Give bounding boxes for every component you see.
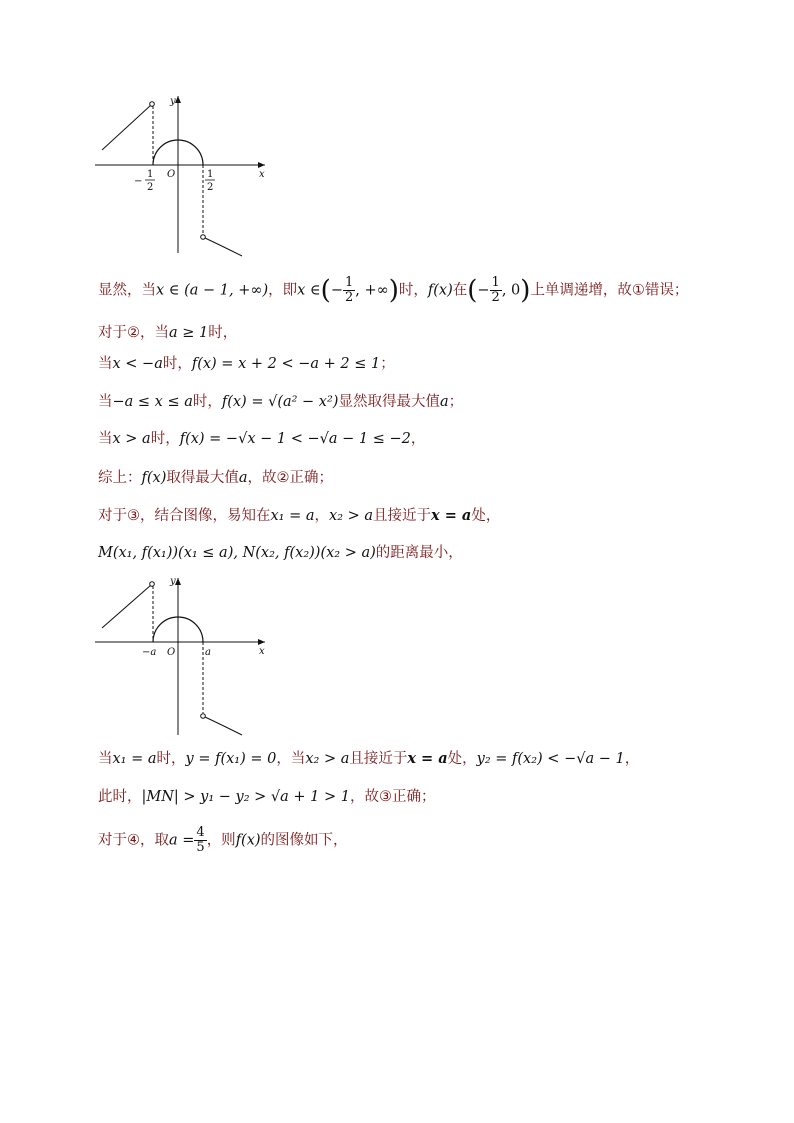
text: 且接近于	[373, 508, 432, 524]
math: f(x)	[141, 470, 167, 486]
math: , 0	[501, 282, 521, 299]
text: 取得最大值	[166, 470, 239, 486]
text: 处，	[447, 751, 477, 767]
text: 的距离最小，	[375, 545, 463, 561]
x-axis-label: x	[259, 646, 265, 657]
text: 对于③，结合图像，易知在	[98, 508, 271, 524]
math: x = a	[407, 750, 448, 767]
math: a =	[169, 832, 195, 849]
text: 时，	[156, 751, 186, 767]
math: f(x) = x + 2 < −a + 2 ≤ 1	[191, 356, 381, 372]
math: x > a	[112, 431, 151, 447]
math: y₂ = f(x₂) < −√a − 1	[476, 751, 625, 767]
math: −	[477, 282, 490, 299]
y-axis-label: y	[170, 96, 176, 107]
text: 处，	[471, 508, 501, 524]
math: f(x)	[235, 832, 261, 849]
function-graph-2	[90, 572, 280, 742]
math: a ≥ 1	[169, 325, 209, 341]
math: f(x)	[427, 282, 453, 299]
math: M(x₁, f(x₁))(x₁ ≤ a), N(x₂, f(x₂))(x₂ > a)	[98, 545, 376, 561]
paren-close: )	[388, 275, 399, 306]
math: x < −a	[112, 356, 163, 372]
text: ，故③正确；	[350, 789, 436, 805]
text: 对于②，当	[98, 325, 169, 341]
text-line-6	[98, 465, 333, 491]
text: ；	[448, 394, 464, 410]
math: a	[238, 470, 248, 486]
text: ，故②正确；	[247, 470, 334, 486]
math: x₁ = a	[112, 751, 157, 767]
text-line-10	[98, 784, 436, 810]
text-line-2	[98, 320, 237, 346]
text: 时，	[208, 325, 238, 341]
paren-open: (	[467, 275, 478, 306]
text: 显然，当	[98, 282, 156, 299]
math: y = f(x₁) = 0	[185, 751, 277, 767]
text-line-9	[98, 746, 639, 772]
text: 且接近于	[349, 751, 408, 767]
origin-label: O	[167, 647, 176, 658]
text: 上单调递增，故①错误；	[530, 282, 689, 299]
numerator: 4	[196, 825, 205, 840]
text: ，	[314, 508, 330, 524]
text: 对于④，取	[98, 832, 169, 849]
left-sign: −	[134, 176, 143, 187]
math: x = a	[431, 507, 472, 524]
math: f(x) = √(a² − x²)	[221, 394, 339, 410]
math: −	[330, 282, 343, 299]
left-den: 2	[147, 182, 154, 193]
math: −a ≤ x ≤ a	[112, 394, 193, 410]
paren-open: (	[320, 275, 331, 306]
math: x₂ > a	[305, 751, 350, 767]
fraction	[343, 276, 355, 305]
numerator: 1	[491, 275, 500, 290]
text-line-1	[98, 275, 689, 306]
math: x₁ = a	[270, 508, 315, 524]
x-axis-label: x	[259, 169, 265, 180]
text-line-3	[98, 351, 395, 377]
math: x ∈	[297, 282, 321, 299]
text: 的图像如下，	[260, 832, 348, 849]
text: 时，	[192, 394, 222, 410]
math: , +∞	[355, 282, 389, 299]
y-axis-label: y	[170, 576, 176, 587]
paren-close: )	[520, 275, 531, 306]
text: ，	[410, 431, 426, 447]
right-den: 2	[207, 182, 214, 193]
math: x₂ > a	[329, 508, 374, 524]
text: 综上：	[98, 470, 142, 486]
denominator: 2	[491, 290, 500, 305]
text: 当	[98, 751, 113, 767]
right-label: a	[205, 647, 211, 658]
left-label: −a	[142, 647, 157, 658]
text-line-5	[98, 426, 425, 452]
fraction	[490, 276, 502, 305]
text-line-8	[98, 540, 463, 566]
text: ，	[624, 751, 640, 767]
text: 此时，	[98, 789, 142, 805]
text: ，当	[276, 751, 306, 767]
text: 当	[98, 356, 113, 372]
denominator: 2	[344, 290, 354, 305]
origin-label: O	[167, 169, 176, 180]
function-graph-1	[90, 90, 280, 260]
right-num: 1	[207, 169, 214, 180]
text: 在	[452, 282, 468, 299]
text-line-4	[98, 389, 463, 415]
text-line-11	[98, 825, 348, 855]
fraction	[194, 826, 206, 855]
text: 时，	[162, 356, 192, 372]
math: |MN| > y₁ − y₂ > √a + 1 > 1	[141, 789, 350, 805]
left-num: 1	[147, 169, 154, 180]
text: ，即	[268, 282, 298, 299]
text-line-7	[98, 503, 500, 529]
text: 时，	[398, 282, 428, 299]
text: 显然取得最大值	[338, 394, 440, 410]
text: 当	[98, 394, 113, 410]
text: ；	[380, 356, 395, 372]
denominator: 5	[196, 840, 205, 855]
text: 时，	[150, 431, 180, 447]
math: a	[439, 394, 449, 410]
text: ，则	[206, 832, 236, 849]
text: 当	[98, 431, 113, 447]
math: x ∈ (a − 1, +∞)	[156, 282, 269, 299]
math: f(x) = −√x − 1 < −√a − 1 ≤ −2	[179, 431, 411, 447]
numerator: 1	[344, 275, 354, 290]
